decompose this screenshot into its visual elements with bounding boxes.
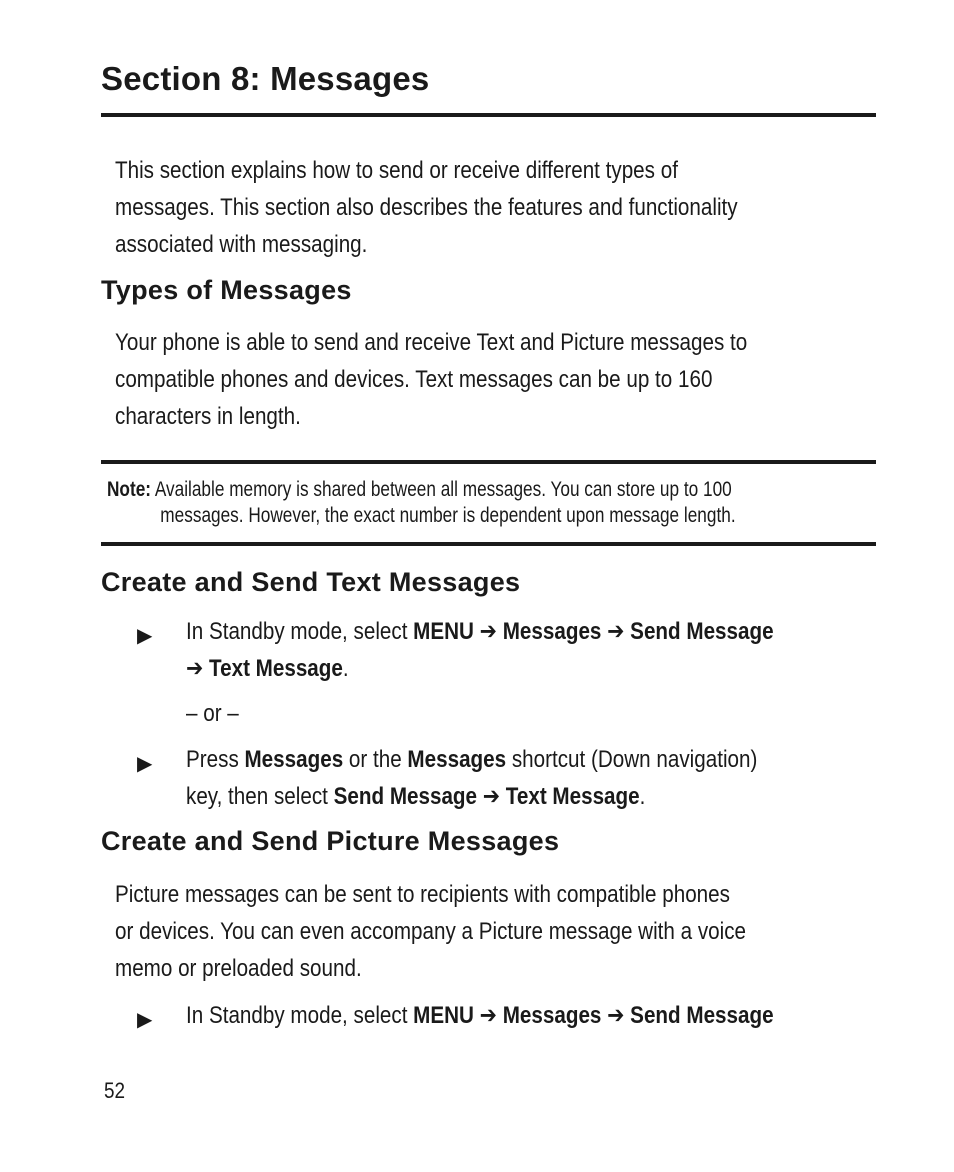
picture-line: Picture messages can be sent to recipients with compatible phones [115, 881, 730, 908]
messages-label: Messages [502, 1002, 602, 1029]
intro-line: messages. This section also describes the features and functionality [115, 194, 738, 221]
intro-line: associated with messaging. [115, 231, 368, 258]
picture-line: memo or preloaded sound. [115, 955, 362, 982]
text-step-standby [186, 613, 774, 687]
note-bottom-divider [101, 542, 876, 546]
heading-create-send-text: Create and Send Text Messages [101, 567, 521, 597]
step-line: key, then select Send Message ➔ Text Message. [186, 783, 646, 810]
page-number: 52 [104, 1078, 126, 1103]
types-line: compatible phones and devices. Text messages can be up to 160 [115, 366, 713, 393]
messages-label: Messages [244, 746, 344, 773]
types-line: characters in length. [115, 403, 301, 430]
intro-paragraph [115, 152, 777, 263]
step-line: ➔ Text Message. [186, 655, 349, 682]
send-message-label: Send Message [333, 783, 478, 810]
step-line: In Standby mode, select MENU ➔ Messages ➔ Send Message [186, 1002, 774, 1029]
note-line: messages. However, the exact number is dependent upon message length. [160, 504, 736, 527]
picture-step-standby [186, 997, 774, 1034]
send-message-label: Send Message [630, 1002, 774, 1029]
menu-label: MENU [413, 1002, 474, 1029]
note-top-divider [101, 460, 876, 464]
menu-label: MENU [413, 618, 474, 645]
step-line: Press Messages or the Messages shortcut (Down navigation) [186, 746, 758, 773]
send-message-label: Send Message [630, 618, 774, 645]
page-title: Section 8: Messages [101, 60, 430, 97]
text-step-press [186, 741, 757, 815]
picture-paragraph [115, 876, 777, 987]
bullet-icon: ▶ [137, 625, 153, 647]
or-separator: – or – [186, 700, 239, 727]
bullet-icon: ▶ [137, 753, 153, 775]
picture-line: or devices. You can even accompany a Picture message with a voice [115, 918, 747, 945]
messages-label: Messages [502, 618, 602, 645]
title-divider [101, 113, 876, 117]
heading-types-of-messages: Types of Messages [101, 275, 352, 305]
text-message-label: Text Message [209, 655, 343, 682]
note-box [107, 477, 736, 529]
note-text: Available memory is shared between all messages. You can store up to 100 [151, 478, 732, 501]
types-line: Your phone is able to send and receive Text and Picture messages to [115, 329, 748, 356]
messages-label: Messages [407, 746, 507, 773]
note-label: Note: [107, 478, 152, 501]
heading-create-send-picture: Create and Send Picture Messages [101, 826, 560, 856]
intro-line: This section explains how to send or receive different types of [115, 157, 678, 184]
types-paragraph [115, 324, 777, 435]
note-line [107, 477, 736, 503]
text-message-label: Text Message [505, 783, 640, 810]
step-line: In Standby mode, select MENU ➔ Messages ➔ Send Message [186, 618, 774, 645]
bullet-icon: ▶ [137, 1009, 153, 1031]
